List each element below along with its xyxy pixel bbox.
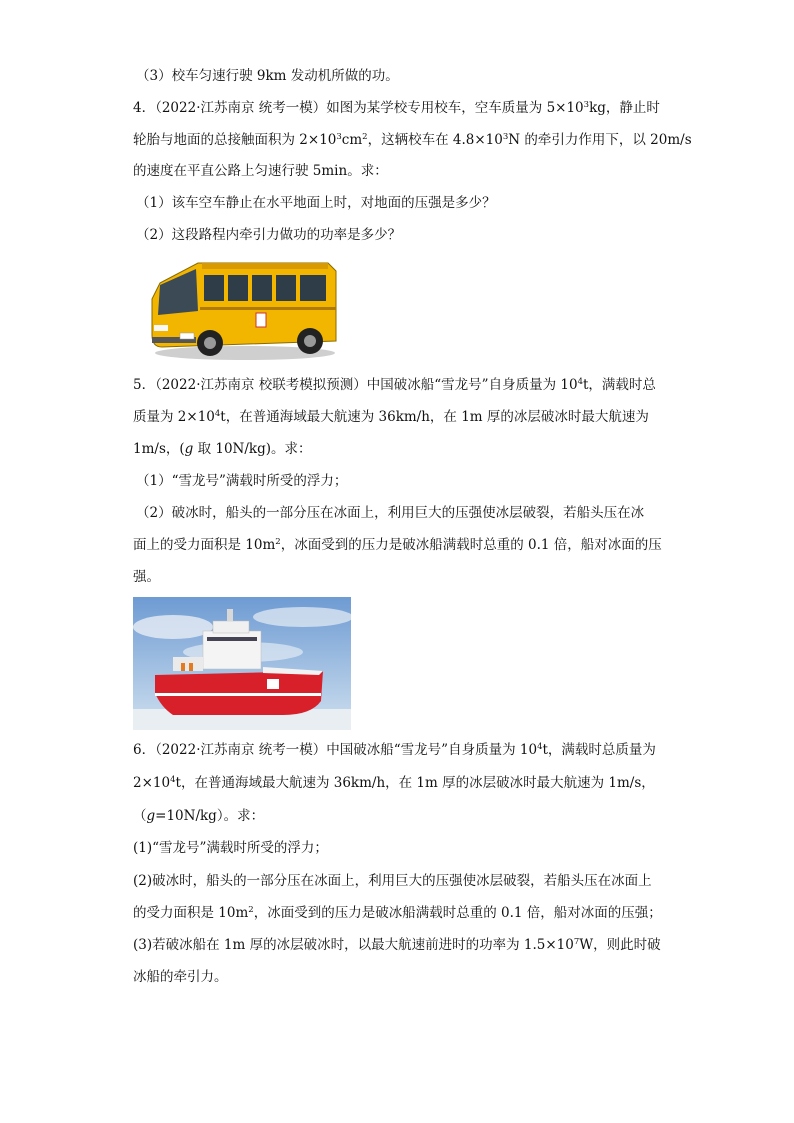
q4-subquestion-1: （1）该车空车静止在水平地面上时，对地面的压强是多少？ — [136, 195, 496, 211]
prev-subquestion-3: （3）校车匀速行驶 9km 发动机所做的功。 — [136, 68, 399, 84]
q6-subquestion-2-line-2: 的受力面积是 $10m^2$，冰面受到的压力是破冰船满载时总重的 0.1 倍，船对冰面的压强； — [133, 905, 662, 921]
q5-subquestion-2-line-3: 强。 — [133, 569, 160, 585]
q5-line-3: 1m/s，(g 取 10N/kg)。求： — [133, 441, 312, 457]
q6-subquestion-3-line-2: 冰船的牵引力。 — [133, 969, 228, 985]
school-bus-icon — [140, 255, 338, 365]
q5-line-2: 质量为 $2\times 10^4t$，在普通海域最大航速为 36km/h，在 1m 厚的冰层破冰时最大航速为 — [133, 409, 649, 425]
q6-subquestion-1: (1)“雪龙号”满载时所受的浮力； — [133, 840, 328, 856]
icebreaker-ship-image — [133, 597, 351, 730]
q6-line-2: $2\times 10^4t$，在普通海域最大航速为 36km/h，在 1m 厚的冰层破冰时最大航速为 1m/s， — [133, 775, 655, 791]
q4-line-1: 4．（2022·江苏南京 统考一模）如图为某学校专用校车，空车质量为 $5\times 10^3kg$，静止时 — [133, 100, 660, 116]
q4-line-3: 的速度在平直公路上匀速行驶 5min。求： — [133, 163, 388, 179]
icebreaker-ship-icon — [133, 597, 351, 730]
q4-subquestion-2: （2）这段路程内牵引力做功的功率是多少？ — [136, 227, 402, 243]
q5-subquestion-2-line-1: （2）破冰时，船头的一部分压在冰面上，利用巨大的压强使冰层破裂，若船头压在冰 — [136, 505, 645, 521]
q5-line-1: 5．（2022·江苏南京 校联考模拟预测）中国破冰船“雪龙号”自身质量为 $10^4t$，满载时总 — [133, 377, 656, 393]
q6-line-3: （g=10N/kg）。求： — [133, 808, 265, 824]
school-bus-image — [140, 255, 338, 365]
q6-subquestion-2-line-1: (2)破冰时，船头的一部分压在冰面上，利用巨大的压强使冰层破裂，若船头压在冰面上 — [133, 873, 652, 889]
q6-line-1: 6．（2022·江苏南京 统考一模）中国破冰船“雪龙号”自身质量为 $10^4t$，满载时总质量为 — [133, 742, 656, 758]
q4-line-2: 轮胎与地面的总接触面积为 $2\times 10^3cm^2$，这辆校车在 $4.8\times 10^3N$ 的牵引力作用下，以 20m/s — [133, 132, 692, 148]
q6-subquestion-3-line-1: (3)若破冰船在 1m 厚的冰层破冰时，以最大航速前进时的功率为 $1.5\times 10^7W$，则此时破 — [133, 937, 661, 953]
q5-subquestion-2-line-2: 面上的受力面积是 $10m^2$，冰面受到的压力是破冰船满载时总重的 0.1 倍，船对冰面的压 — [133, 537, 662, 553]
q5-subquestion-1: （1）“雪龙号”满载时所受的浮力； — [136, 473, 348, 489]
